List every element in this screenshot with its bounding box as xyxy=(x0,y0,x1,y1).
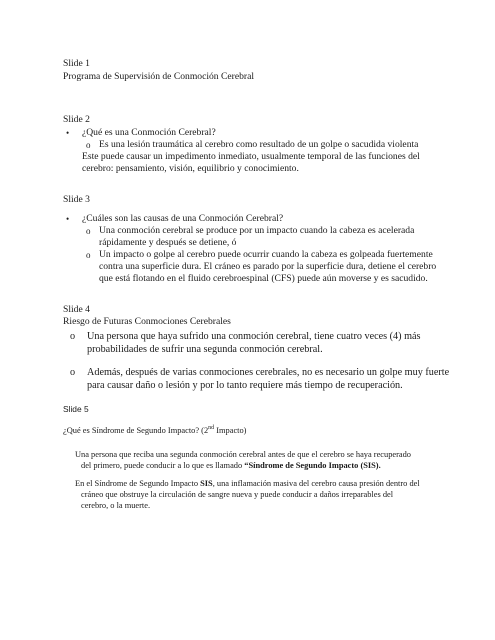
slide-3-question: ¿Cuáles son las causas de una Conmoción Cerebral? xyxy=(82,213,284,224)
slide-3-cause-line: rápidamente y después se detiene, ó xyxy=(99,237,237,248)
slide-5-question-main: ¿Qué es Síndrome de Segundo Impacto? (2 xyxy=(63,426,209,435)
slide-5-para-1-line: Una persona que reciba una segunda conmoción cerebral antes de que el cerebro se haya recuperado xyxy=(75,450,411,459)
slide-5-question xyxy=(63,425,246,437)
hollow-bullet-icon: o xyxy=(70,367,76,378)
slide-1-label: Slide 1 xyxy=(63,58,90,69)
hollow-bullet-icon: o xyxy=(86,226,91,236)
slide-3-cause-line: que está flotando en el fluido cerebroespinal (CFS) puede aún moverse y es sacudido. xyxy=(99,273,428,284)
slide-4-risk-line: para causar daño o lesión y por lo tanto requiere más tiempo de recuperación. xyxy=(87,380,403,391)
filled-bullet-icon: • xyxy=(66,214,70,224)
slide-3-label: Slide 3 xyxy=(63,194,90,205)
slide-5-para-1-line xyxy=(81,460,381,472)
slide-4-risk-line: probabilidades de sufrir una segunda conmoción cerebral. xyxy=(87,344,323,355)
slide-4-risk-line: Una persona que haya sufrido una conmoción cerebral, tiene cuatro veces (4) más xyxy=(87,331,421,342)
slide-5-para-1-bold: “Síndrome de Segundo Impacto (SIS). xyxy=(244,461,381,470)
slide-5-para-1-plain: del primero, puede conducir a lo que es llamado xyxy=(81,461,245,470)
slide-4-title: Riesgo de Futuras Conmociones Cerebrales xyxy=(63,316,231,327)
slide-2-answer: Es una lesión traumática al cerebro como resultado de un golpe o sacudida violenta xyxy=(99,139,419,150)
hollow-bullet-icon: o xyxy=(70,331,76,342)
slide-4-label: Slide 4 xyxy=(63,304,90,315)
slide-5-question-tail: Impacto) xyxy=(214,426,247,435)
slide-5-para-2-tail: , una inflamación masiva del cerebro causa presión dentro del xyxy=(212,479,420,488)
slide-2-body-line: Este puede causar un impedimento inmediato, usualmente temporal de las funciones del xyxy=(82,151,420,162)
slide-3-cause-line: Un impacto o golpe al cerebro puede ocurrir cuando la cabeza es golpeada fuertemente xyxy=(99,249,433,260)
hollow-bullet-icon: o xyxy=(86,250,91,260)
slide-3-cause-line: contra una superficie dura. El cráneo es parado por la superficie dura, detiene el cerebro xyxy=(99,261,437,272)
slide-4-risk-line: Además, después de varias conmociones cerebrales, no es necesario un golpe muy fuerte xyxy=(87,367,450,378)
slide-5-para-2-plain: En el Síndrome de Segundo Impacto xyxy=(75,479,201,488)
slide-5-question-sup: nd xyxy=(208,425,215,431)
slide-5-para-2-bold: SIS xyxy=(200,479,213,488)
slide-2-question: ¿Qué es una Conmoción Cerebral? xyxy=(82,127,216,138)
filled-bullet-icon: • xyxy=(66,128,70,138)
slide-5-label: Slide 5 xyxy=(63,404,89,414)
slide-1-title: Programa de Supervisión de Conmoción Cerebral xyxy=(63,71,255,82)
hollow-bullet-icon: o xyxy=(86,140,91,150)
slide-2-body-line: cerebro: pensamiento, visión, equilibrio y conocimiento. xyxy=(82,163,299,174)
slide-5-para-2-line: cráneo que obstruye la circulación de sangre nueva y puede conducir a daños irreparables del xyxy=(81,490,394,499)
slide-2-label: Slide 2 xyxy=(63,114,90,125)
slide-3-cause-line: Una conmoción cerebral se produce por un impacto cuando la cabeza es acelerada xyxy=(99,225,415,236)
slide-5-para-2-line: cerebro, o la muerte. xyxy=(81,501,151,510)
